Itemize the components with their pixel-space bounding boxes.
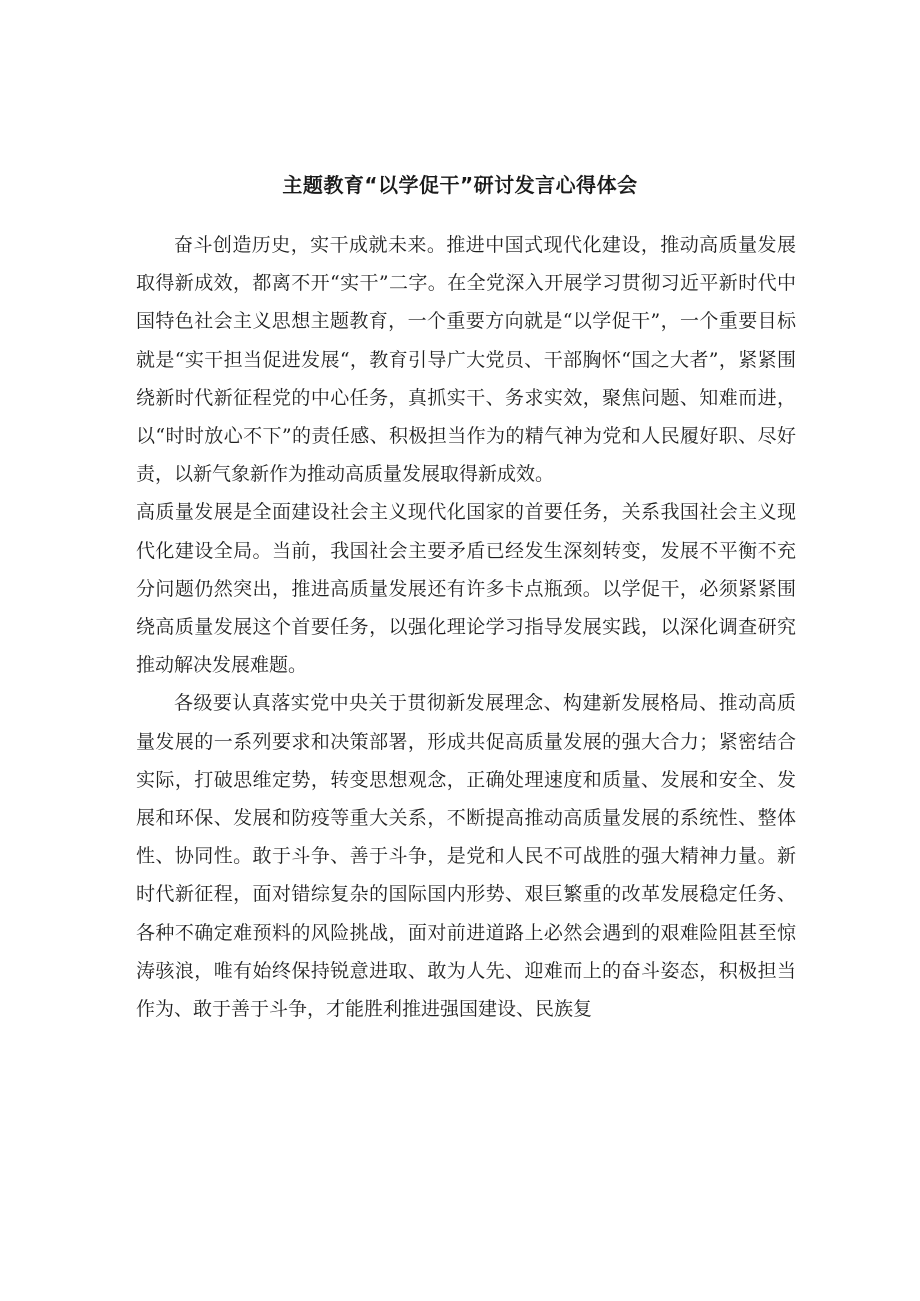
paragraph-2: 高质量发展是全面建设社会主义现代化国家的首要任务，关系我国社会主义现代化建设全局。当前，我国社会主要矛盾已经发生深刻转变，发展不平衡不充分问题仍然突出，推进高质量发展还有许多卡点瓶颈。以学促干，必须紧紧围绕高质量发展这个首要任务，以强化理论学习指导发展实践，以深化调查研究推动解决发展难题。: [136, 501, 796, 677]
document-title: 主题教育“以学促干”研讨发言心得体会: [282, 173, 638, 197]
paragraph-1: 奋斗创造历史，实干成就未来。推进中国式现代化建设，推动高质量发展取得新成效，都离不开“实干”二字。在全党深入开展学习贯彻习近平新时代中国特色社会主义思想主题教育，一个重要方向就是“以学促干”，一个重要目标就是“实干担当促进发展“，教育引导广大党员、干部胸怀“国之大者”，紧紧围绕新时代新征程党的中心任务，真抓实干、务求实效，聚焦问题、知难而进，以“时时放心不下”的责任感、积极担当作为的精气神为党和人民履好职、尽好责，以新气象新作为推动高质量发展取得新成效。: [136, 234, 796, 486]
paragraph-3: 各级要认真落实党中央关于贯彻新发展理念、构建新发展格局、推动高质量发展的一系列要求和决策部署，形成共促高质量发展的强大合力；紧密结合实际，打破思维定势，转变思想观念，正确处理速度和质量、发展和安全、发展和环保、发展和防疫等重大关系，不断提高推动高质量发展的系统性、整体性、协同性。敢于斗争、善于斗争，是党和人民不可战胜的强大精神力量。新时代新征程，面对错综复杂的国际国内形势、艰巨繁重的改革发展稳定任务、各种不确定难预料的风险挑战，面对前进道路上必然会遇到的艰难险阻甚至惊涛骇浪，唯有始终保持锐意进取、敢为人先、迎难而上的奋斗姿态，积极担当作为、敢于善于斗争，才能胜利推进强国建设、民族复: [136, 692, 796, 1021]
document-body: [136, 226, 796, 1028]
